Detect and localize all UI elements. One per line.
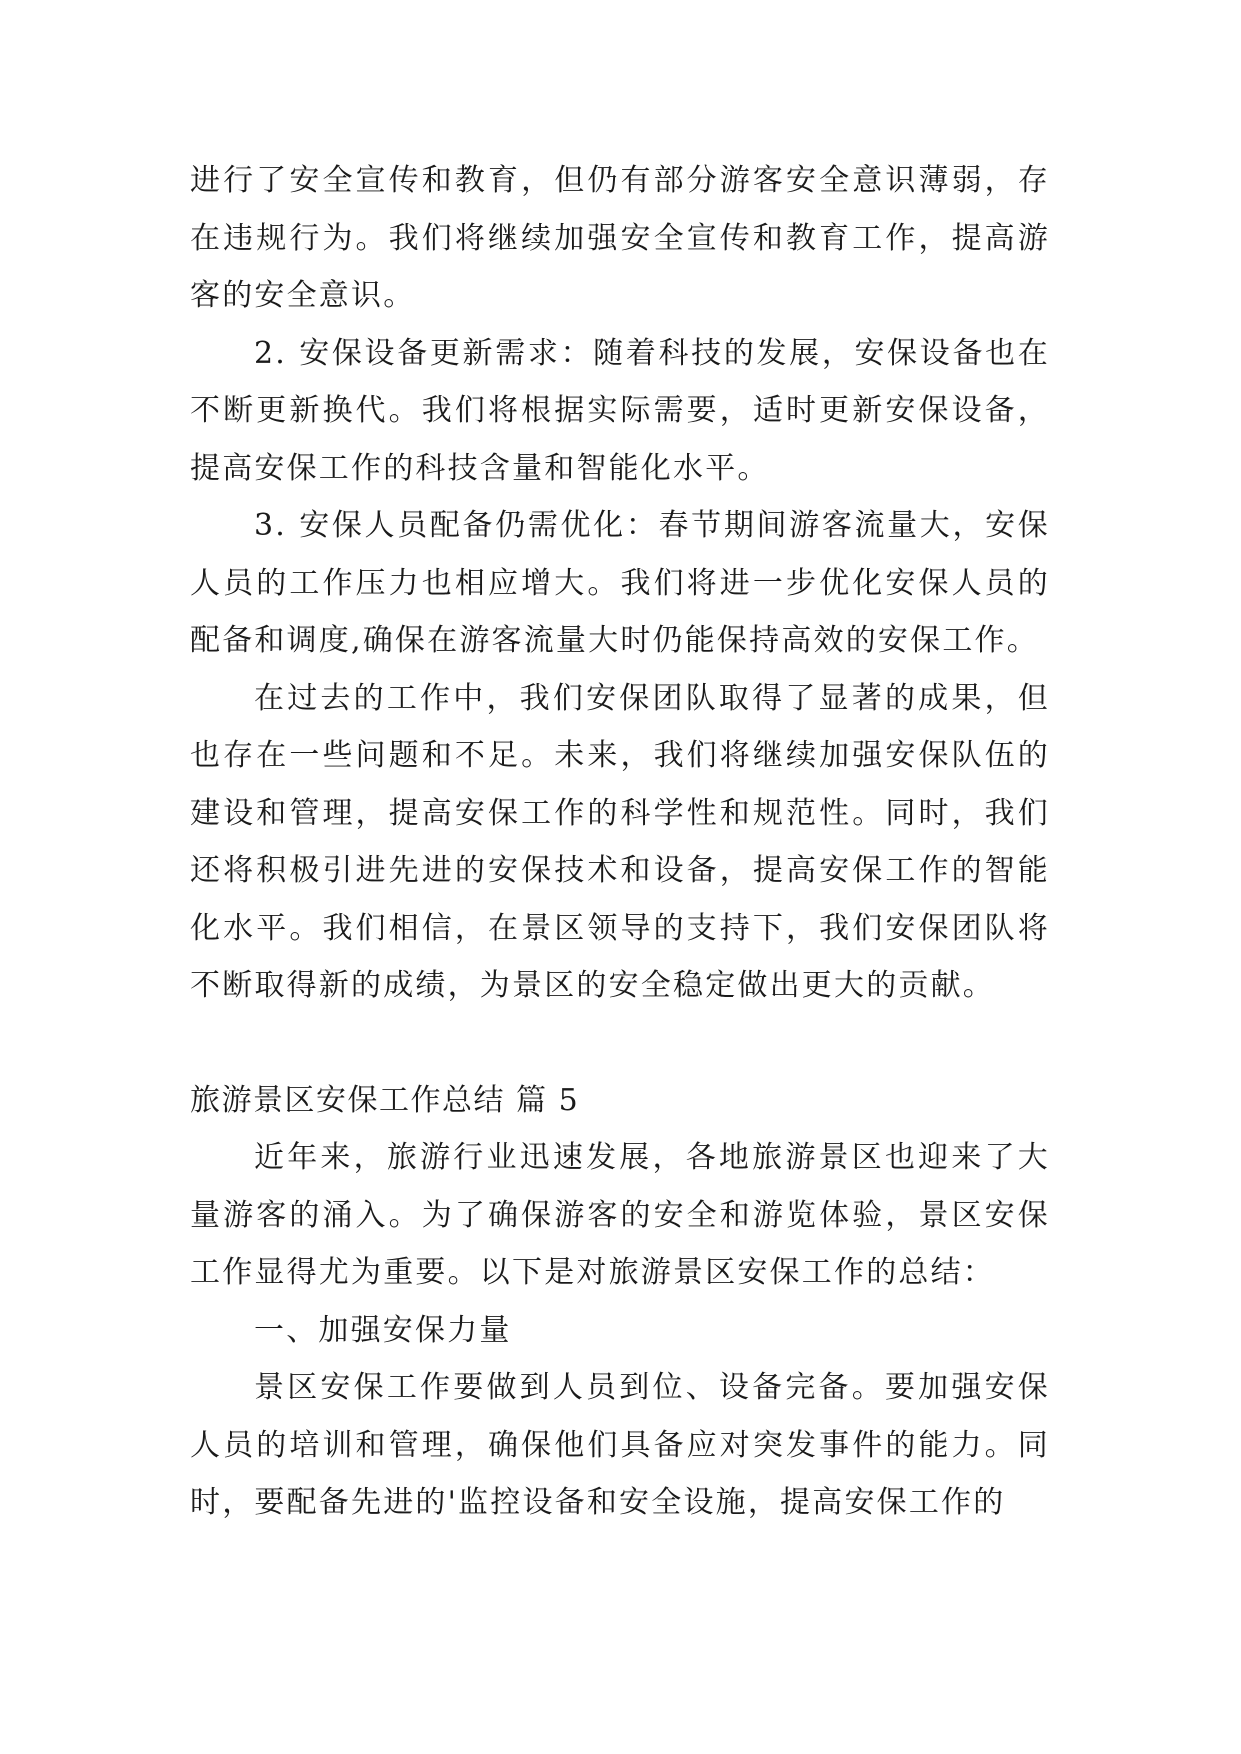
paragraph-4: 在过去的工作中，我们安保团队取得了显著的成果，但也存在一些问题和不足。未来，我们将继续加强安保队伍的建设和管理，提高安保工作的科学性和规范性。同时，我们还将积极引进先进的安保技术和设备，提高安保工作的智能化水平。我们相信，在景区领导的支持下，我们安保团队将不断取得新的成绩，为景区的安全稳定做出更大的贡献。 — [190, 680, 1050, 1003]
paragraph-6: 景区安保工作要做到人员到位、设备完备。要加强安保人员的培训和管理，确保他们具备应对突发事件的能力。同时，要配备先进的'监控设备和安全设施，提高安保工作的 — [190, 1370, 1050, 1520]
paragraph-3: 3. 安保人员配备仍需优化：春节期间游客流量大，安保人员的工作压力也相应增大。我们将进一步优化安保人员的配备和调度,确保在游客流量大时仍能保持高效的安保工作。 — [190, 508, 1050, 658]
section-title: 旅游景区安保工作总结 篇 5 — [190, 1082, 580, 1118]
paragraph-5: 近年来，旅游行业迅速发展，各地旅游景区也迎来了大量游客的涌入。为了确保游客的安全和游览体验，景区安保工作显得尤为重要。以下是对旅游景区安保工作的总结： — [190, 1140, 1050, 1290]
document-body — [190, 152, 1050, 1532]
paragraph-2: 2. 安保设备更新需求：随着科技的发展，安保设备也在不断更新换代。我们将根据实际需要，适时更新安保设备，提高安保工作的科技含量和智能化水平。 — [190, 335, 1050, 486]
paragraph-1: 进行了安全宣传和教育，但仍有部分游客安全意识薄弱，存在违规行为。我们将继续加强安全宣传和教育工作，提高游客的安全意识。 — [190, 163, 1050, 313]
subheading: 一、加强安保力量 — [254, 1312, 512, 1348]
